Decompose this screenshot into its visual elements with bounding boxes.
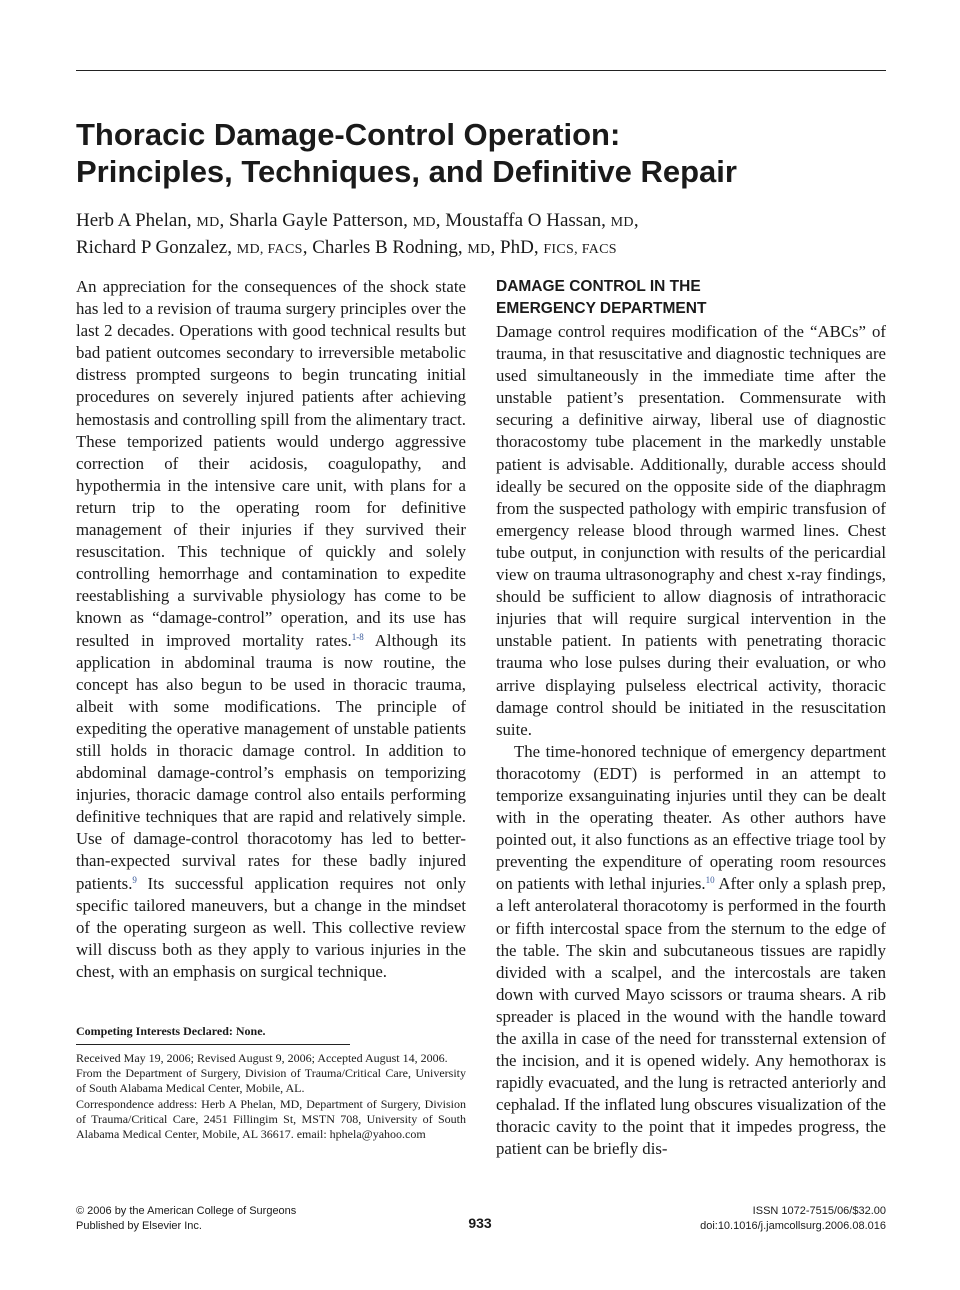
doi-line[interactable]: doi:10.1016/j.jamcollsurg.2006.08.016 [700, 1220, 886, 1232]
intro-column [76, 276, 466, 983]
article-title [76, 116, 886, 190]
author-degree: FICS, FACS [543, 242, 617, 257]
section-paragraph-1: Damage control requires modification of the “ABCs” of trauma, in that resuscitative and diagnostic techniques are used simultaneously in the immediate time after the unstable patient’s presentation. Commensurate with securing a definitive airway, liberal use of diagnostic thoracostomy tube placement in the markedly unstable patient is advisable. Additionally, durable access should ideally be secured on the opposite side of the diaphragm from the suspected pathology with empiric transfusion of emergency release blood through warmed lines. Chest tube output, in conjunction with results of the pericardial view on trauma ultrasonography and chest x-ray findings, should be sufficient to allow diagnosis of intrathoracic injuries that will require surgical intervention in the unstable patient. In patients with penetrating thoracic trauma who lose pulses during their evaluation, or who arrive displaying pulseless electrical activity, thoracic damage control should be initiated in the resuscitation suite. [496, 322, 886, 739]
reference-link-9[interactable]: 9 [132, 874, 137, 885]
footnote-rule [76, 1044, 350, 1045]
affiliation: From the Department of Surgery, Division of Trauma/Critical Care, University of South Alabama Medical Center, Mobile, AL. [76, 1066, 466, 1096]
reference-link-10[interactable]: 10 [705, 875, 715, 886]
correspondence-address: Correspondence address: Herb A Phelan, MD, Department of Surgery, Division of Trauma/Critical Care, 2451 Fillingim St, MSTN 708, University of South Alabama Medical Center, Mobile, AL 36617. email: hphela@yahoo.com [76, 1096, 466, 1142]
section-column [496, 276, 886, 1161]
intro-text-a: An appreciation for the consequences of the shock state has led to a revision of trauma surgery principles over the last 2 decades. Operations with good technical results but bad patient outcomes secondary to irreversible metabolic distress prompted surgeons to begin truncating initial procedures on severely injured patients after achieving hemostasis and controlling spill from the alimentary tract. These temporized patients would undergo aggressive correction of their acidosis, coagulopathy, and hypothermia in the intensive care unit, with plans for a return trip to the operating room for definitive management of their injuries if they survived their resuscitation. This technique of quickly and solely controlling hemorrhage and contamination to expedite reestablishing a survivable physiology has come to be known as “damage-control” operation, and its use has resulted in improved mortality rates. [76, 277, 466, 650]
section-heading [496, 276, 886, 320]
section-text-a: The time-honored technique of emergency department thoracotomy (EDT) is performed in an attempt to temporize exsanguinating injuries until they can be dealt with in the operating theater. As other authors have pointed out, it also functions as an effective triage tool by preventing the expenditure of operating room resources on patients with lethal injuries. [496, 741, 886, 894]
title-line-2: Principles, Techniques, and Definitive Repair [76, 154, 737, 189]
article-footnotes [76, 1051, 466, 1142]
issn-line: ISSN 1072-7515/06/$32.00 [752, 1205, 886, 1217]
author-line-2: Richard P Gonzalez, MD, FACS, Charles B Rodning, MD, PhD, FICS, FACS [76, 237, 617, 258]
copyright-line: © 2006 by the American College of Surgeons [76, 1205, 297, 1217]
page-number: 933 [468, 1215, 492, 1231]
author-degree: MD, FACS [236, 242, 303, 257]
header-rule [76, 70, 886, 71]
title-line-1: Thoracic Damage-Control Operation: [76, 117, 621, 152]
section-heading-line-1: DAMAGE CONTROL IN THE [496, 278, 701, 295]
reference-link-1-8[interactable]: 1-8 [351, 631, 364, 642]
footer-left [76, 1204, 406, 1234]
author-list [76, 208, 886, 262]
author-degree: PhD [500, 237, 534, 258]
intro-paragraph [76, 276, 466, 983]
author-name: Herb A Phelan, [76, 210, 192, 231]
author-name: Richard P Gonzalez, [76, 237, 232, 258]
section-paragraph-2 [496, 741, 886, 1161]
author-name: Moustaffa O Hassan, [445, 210, 606, 231]
author-name: Sharla Gayle Patterson, [229, 210, 408, 231]
author-name: Charles B Rodning, [312, 237, 463, 258]
author-degree: MD [467, 242, 491, 257]
footer-right [586, 1204, 886, 1234]
author-degree: MD [196, 215, 220, 230]
author-line-1: Herb A Phelan, MD, Sharla Gayle Patterson, MD, Moustaffa O Hassan, MD, [76, 210, 639, 231]
author-degree: MD [412, 215, 436, 230]
section-heading-line-2: EMERGENCY DEPARTMENT [496, 300, 707, 317]
received-dates: Received May 19, 2006; Revised August 9, 2006; Accepted August 14, 2006. [76, 1051, 448, 1065]
competing-interests: Competing Interests Declared: None. [76, 1024, 266, 1038]
intro-text-c: Its successful application requires not only specific tailored maneuvers, but a change in the mindset of the operating surgeon as well. This collective review will discuss both as they apply to various injuries in the chest, with an emphasis on surgical technique. [76, 873, 466, 981]
publisher-line: Published by Elsevier Inc. [76, 1220, 202, 1232]
section-text-b: After only a splash prep, a left anterolateral thoracotomy is performed in the fourth or fifth intercostal space from the sternum to the edge of the table. The skin and subcutaneous tissues are rapidly divided with a scalpel, and the intercostals are taken down with curved Mayo scissors or trauma shears. A rib spreader is placed in the wound with the handle toward the axilla in case of the need for transsternal extension of the incision, and it is opened widely. Any hemothorax is rapidly evacuated, and the lung is retracted anteriorly and cephalad. If the inflated lung obscures visualization of the thoracic cavity to the point that it impedes progress, the patient can be briefly dis- [496, 874, 886, 1159]
author-degree: MD [610, 215, 634, 230]
intro-text-b: Although its application in abdominal trauma is now routine, the concept has also begun to be used in thoracic trauma, albeit with some modifications. The principle of expediting the operative management of unstable patients still holds in thoracic damage control. In addition to abdominal damage-control’s emphasis on temporizing injuries, thoracic damage control also entails performing definitive techniques that are rapid and relatively simple. Use of damage-control thoracotomy has led to better-than-expected survival rates for these badly injured patients. [76, 630, 467, 893]
